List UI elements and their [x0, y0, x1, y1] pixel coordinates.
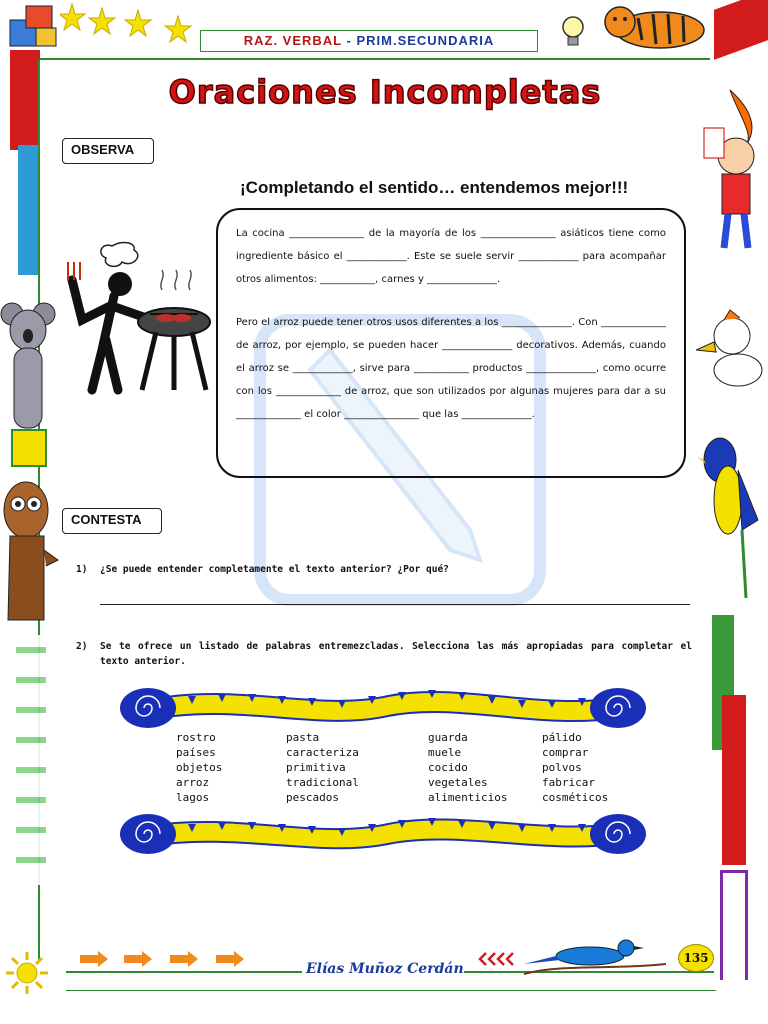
footer-bottom-line [66, 990, 716, 991]
page-number: 135 [678, 944, 714, 972]
question-1-text: ¿Se puede entender completamente el texto anterior? ¿Por qué? [100, 564, 449, 575]
left-border-red [10, 50, 40, 150]
word-item[interactable]: comprar [542, 746, 589, 759]
right-border-red-lower [722, 695, 746, 865]
stars-decoration [60, 2, 200, 52]
right-border-red [714, 0, 768, 60]
word-column-4 [542, 730, 608, 805]
lightbulb-icon [560, 14, 586, 50]
word-item[interactable]: muele [428, 746, 462, 759]
answer-line-1[interactable] [100, 604, 690, 605]
header-subject-box [200, 30, 538, 52]
observa-label: OBSERVA [62, 138, 154, 164]
tiger-clipart-icon [598, 0, 713, 55]
koala-clipart-icon [0, 300, 56, 470]
page-title: Oraciones Incompletas [168, 73, 602, 111]
right-border-purple [720, 870, 748, 980]
footer-line-left [66, 971, 302, 973]
footer-author: Elías Muñoz Cerdán [306, 961, 464, 977]
paragraph-2: Pero el arroz puede tener otros usos diferentes a los ______________. Con _____________ de arroz, por ejemplo, se pueden hacer ______________ decorativos. Además, cuando el arroz se ____________, sirve para ___________ productos ______________, como ocurre con los _____________ de arroz, que son utilizados por algunas mujeres para dar a su _____________ el color _______________ que las ______________. [236, 317, 666, 420]
footer-bird-icon [520, 934, 670, 978]
word-item[interactable]: arroz [176, 776, 210, 789]
contesta-label: CONTESTA [62, 508, 162, 534]
duck-clipart-icon [696, 306, 766, 392]
word-item[interactable]: fabricar [542, 776, 595, 789]
owl-clipart-icon [0, 470, 60, 630]
word-item[interactable]: alimenticios [428, 791, 508, 804]
bbq-chef-clipart-icon [62, 240, 217, 405]
word-item[interactable]: objetos [176, 761, 223, 774]
header-subject: RAZ. VERBAL [243, 33, 342, 48]
footer-arrows-icon [80, 950, 250, 968]
word-item[interactable]: cosméticos [542, 791, 609, 804]
word-item[interactable]: lagos [176, 791, 210, 804]
word-item[interactable]: polvos [542, 761, 582, 774]
footer-chevrons-icon [478, 952, 518, 966]
word-column-2 [286, 730, 359, 805]
books-clipart-icon [6, 0, 62, 52]
word-item[interactable]: países [176, 746, 216, 759]
wavy-banner-top [118, 682, 648, 732]
incomplete-text-box [216, 208, 686, 478]
header-level: PRIM.SECUNDARIA [356, 33, 495, 48]
header-separator: - [341, 33, 357, 48]
word-item[interactable]: pasta [286, 731, 320, 744]
word-item[interactable]: primitiva [286, 761, 346, 774]
bird-clipart-icon [698, 430, 764, 600]
word-item[interactable]: pálido [542, 731, 582, 744]
question-1-number: 1) [76, 564, 88, 575]
top-border-green-line [40, 58, 710, 60]
word-item[interactable]: caracteriza [286, 746, 359, 759]
word-item[interactable]: cocido [428, 761, 468, 774]
word-item[interactable]: guarda [428, 731, 468, 744]
word-item[interactable]: pescados [286, 791, 339, 804]
question-2-number: 2) [76, 641, 88, 652]
left-border-blue [18, 145, 40, 275]
word-item[interactable]: tradicional [286, 776, 359, 789]
question-2-text: Se te ofrece un listado de palabras entremezcladas. Selecciona las más apropiadas para completar el texto anterior. [100, 641, 692, 667]
word-column-1 [176, 730, 222, 805]
subtitle: ¡Completando el sentido… entendemos mejor!!! [240, 178, 629, 197]
sun-icon [4, 950, 50, 996]
word-item[interactable]: rostro [176, 731, 216, 744]
wavy-banner-bottom [118, 808, 648, 858]
paragraph-1: La cocina _______________ de la mayoría de los _______________ asiáticos tiene como ingrediente básico el ____________. Este se suele servir ____________ para acompañar otros alimentos: ___________, carnes y ______________. [236, 228, 666, 285]
word-column-3 [428, 730, 507, 805]
flame-boy-clipart-icon [700, 88, 768, 253]
left-symbols-strip [16, 635, 46, 885]
word-item[interactable]: vegetales [428, 776, 488, 789]
